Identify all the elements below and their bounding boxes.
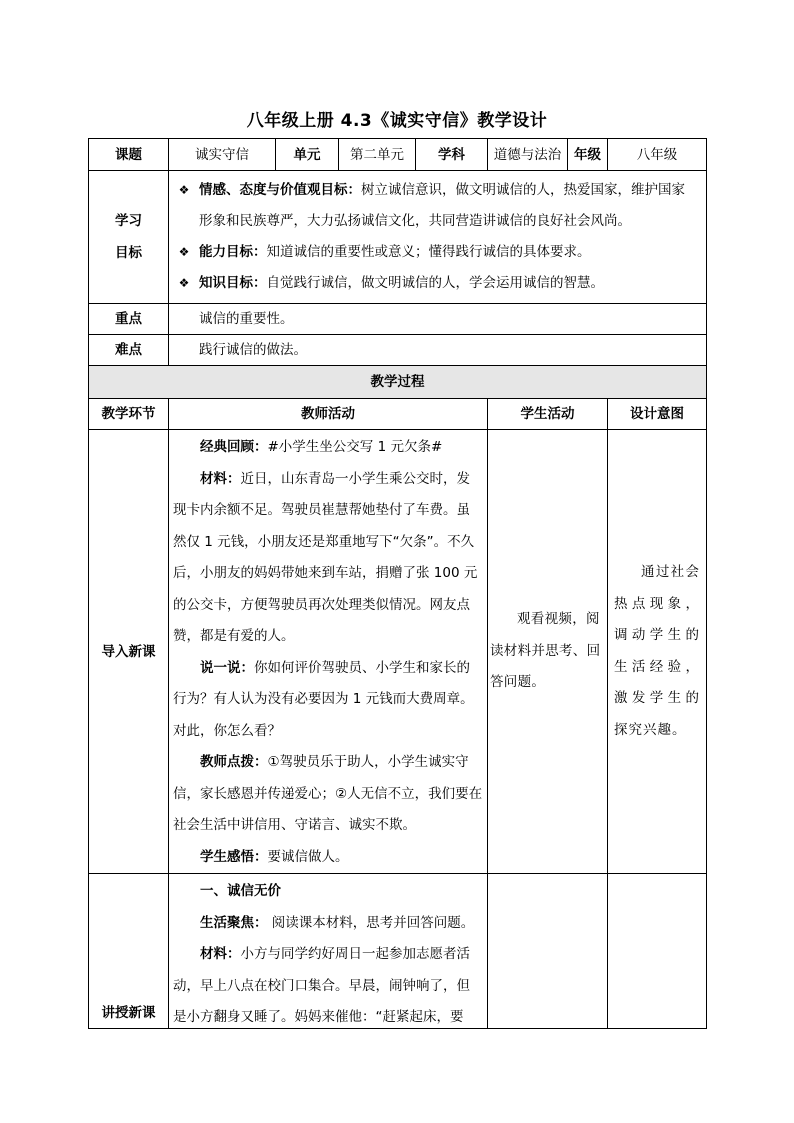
goals-content bbox=[169, 171, 707, 304]
stage-lecture: 讲授新课 bbox=[89, 874, 169, 1029]
paragraph-lead: 说一说： bbox=[200, 659, 254, 676]
design-intent-text: 通过社会热点现象，调动学生的生活经验，激发学生的探究兴趣。 bbox=[614, 564, 700, 738]
goal-text: 树立诚信意识，做文明诚信的人，热爱国家，维护国家形象和民族尊严，大力弘扬诚信文化，共同营造讲诚信的良好社会风尚。 bbox=[199, 182, 685, 229]
student-activity-text: 观看视频，阅读材料并思考、回答问题。 bbox=[490, 611, 601, 691]
section-heading: 一、诚信无价 bbox=[200, 883, 281, 899]
key-point-text: 诚信的重要性。 bbox=[169, 304, 707, 335]
diamond-bullet-icon: ❖ bbox=[178, 276, 190, 290]
diamond-bullet-icon: ❖ bbox=[178, 183, 190, 197]
paragraph-text: #小学生坐公交写 1 元欠条# bbox=[267, 439, 443, 455]
design-intent-intro bbox=[608, 430, 707, 874]
goal-item bbox=[169, 268, 696, 299]
goal-lead: 情感、态度与价值观目标： bbox=[199, 182, 361, 198]
grade-label: 年级 bbox=[568, 139, 608, 171]
column-header-intent: 设计意图 bbox=[608, 399, 707, 430]
design-intent-lecture bbox=[608, 874, 707, 1029]
difficulty-text: 践行诚信的做法。 bbox=[169, 335, 707, 366]
goals-row bbox=[89, 171, 707, 304]
paragraph-text: ①驾驶员乐于助人，小学生诚实守信，家长感恩并传递爱心；②人无信不立，我们要在社会生活中讲信用、守诺言、诚实不欺。 bbox=[173, 754, 483, 833]
paragraph-text: 近日，山东青岛一小学生乘公交时，发现卡内余额不足。驾驶员崔慧帮她垫付了车费。虽然仅 1 元钱，小朋友还是郑重地写下“欠条”。不久后，小朋友的妈妈带她来到车站，捐赠了张 100 元的公交卡，方便驾驶员再次处理类似情况。网友点赞，都是有爱的人。 bbox=[173, 470, 478, 644]
table-row bbox=[89, 874, 707, 1029]
paragraph-text: 小方与同学约好周日一起参加志愿者活动，早上八点在校门口集合。早晨，闹钟响了，但是小方翻身又睡了。妈妈来催他：“赶紧起床，要 bbox=[173, 946, 470, 1025]
goals-label bbox=[89, 171, 169, 304]
column-header-teacher: 教师活动 bbox=[169, 399, 488, 430]
paragraph-text: 你如何评价驾驶员、小学生和家长的行为？有人认为没有必要因为 1 元钱而大费周章。对此，你怎么看？ bbox=[173, 659, 474, 739]
paragraph-lead: 材料： bbox=[200, 470, 241, 487]
lesson-plan-table bbox=[88, 138, 707, 1029]
topic-label: 课题 bbox=[89, 139, 169, 171]
goals-label-line-2: 目标 bbox=[115, 245, 142, 261]
key-point-row bbox=[89, 304, 707, 335]
difficulty-row bbox=[89, 335, 707, 366]
subject-label: 学科 bbox=[416, 139, 488, 171]
grade-value: 八年级 bbox=[608, 139, 707, 171]
paragraph-text: 阅读课本材料，思考并回答问题。 bbox=[267, 914, 475, 931]
subject-value: 道德与法治 bbox=[488, 139, 568, 171]
diamond-bullet-icon: ❖ bbox=[178, 245, 190, 259]
column-header-student: 学生活动 bbox=[488, 399, 608, 430]
paragraph-lead: 学生感悟： bbox=[200, 848, 268, 865]
teacher-activity-intro bbox=[169, 430, 488, 874]
difficulty-label: 难点 bbox=[89, 335, 169, 366]
topic-value: 诚实守信 bbox=[169, 139, 276, 171]
goal-item bbox=[169, 175, 696, 237]
unit-value: 第二单元 bbox=[339, 139, 416, 171]
goal-text: 知道诚信的重要性或意义；懂得践行诚信的具体要求。 bbox=[266, 244, 591, 260]
key-point-label: 重点 bbox=[89, 304, 169, 335]
goal-lead: 能力目标： bbox=[199, 244, 267, 260]
column-header-row bbox=[89, 399, 707, 430]
teacher-activity-lecture bbox=[169, 874, 488, 1029]
process-header-row bbox=[89, 366, 707, 399]
paragraph-lead: 生活聚焦： bbox=[200, 914, 268, 931]
student-activity-intro bbox=[488, 430, 608, 874]
info-row bbox=[89, 139, 707, 171]
goals-label-line-1: 学习 bbox=[115, 213, 142, 229]
paragraph-lead: 教师点拨： bbox=[200, 754, 268, 770]
paragraph-text: 要诚信做人。 bbox=[267, 848, 349, 865]
goal-item bbox=[169, 237, 696, 268]
process-header: 教学过程 bbox=[89, 366, 707, 399]
paragraph-lead: 经典回顾： bbox=[200, 439, 268, 455]
stage-intro: 导入新课 bbox=[89, 430, 169, 874]
paragraph-lead: 材料： bbox=[200, 946, 241, 962]
goal-lead: 知识目标： bbox=[199, 275, 267, 291]
student-activity-lecture bbox=[488, 874, 608, 1029]
table-row bbox=[89, 430, 707, 874]
goal-text: 自觉践行诚信，做文明诚信的人，学会运用诚信的智慧。 bbox=[266, 275, 604, 291]
unit-label: 单元 bbox=[276, 139, 339, 171]
page-title: 八年级上册 4.3《诚实守信》教学设计 bbox=[246, 111, 548, 131]
column-header-stage: 教学环节 bbox=[89, 399, 169, 430]
